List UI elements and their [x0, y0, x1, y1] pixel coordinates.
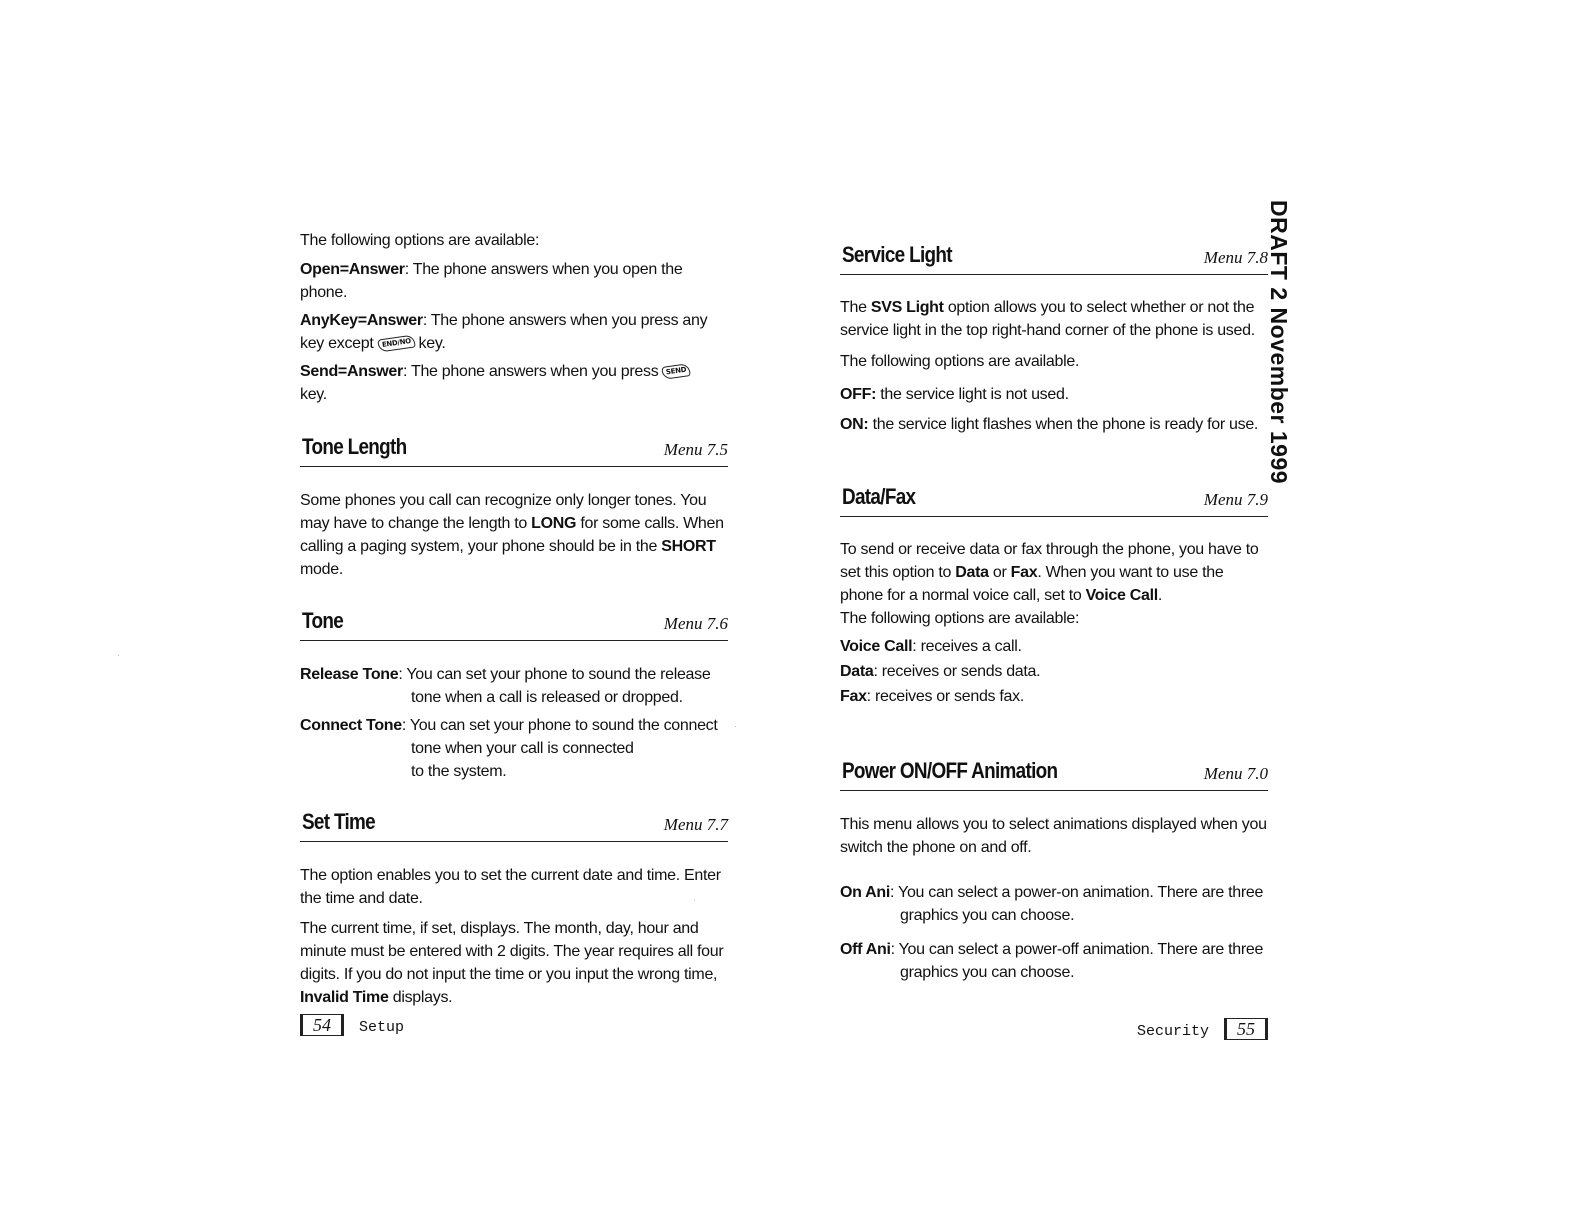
item-term: On Ani	[840, 884, 891, 901]
body-text: for some calls. When calling a paging system, your phone should be in the	[300, 515, 724, 555]
page-number: 54	[300, 1014, 344, 1036]
scan-speck	[694, 900, 695, 901]
section-title: Set Time	[302, 809, 376, 834]
item-continuation: graphics you can choose.	[900, 964, 1075, 981]
item-term: Data	[840, 663, 874, 680]
scan-speck	[735, 726, 736, 727]
body-text: Some phones you call can recognize only longer tones. You may have to change the length to	[300, 492, 707, 532]
draft-watermark	[1252, 200, 1292, 500]
section-header-service-light	[840, 240, 1268, 275]
menu-number: Menu 7.0	[1203, 764, 1268, 783]
body-text: displays.	[388, 989, 453, 1006]
option-text: : The phone answers when you press any key except	[300, 312, 708, 352]
service-light-on	[840, 413, 1268, 436]
scan-speck	[118, 655, 119, 656]
body-text: .	[1157, 587, 1163, 604]
left-page	[300, 0, 728, 1212]
option-anykey-answer	[300, 309, 728, 355]
section-header-set-time	[300, 807, 728, 842]
item-text: : You can select a power-on animation. There are three	[890, 884, 1264, 901]
option-term: AnyKey=Answer	[300, 312, 423, 329]
body-bold: Fax	[1010, 564, 1038, 581]
option-text: : The phone answers when you press	[402, 363, 659, 380]
body-text: or	[988, 564, 1011, 581]
item-text: the service light is not used.	[876, 386, 1069, 403]
data-fax-data-option	[840, 660, 1268, 683]
page-number: 55	[1224, 1018, 1268, 1040]
end-key-icon: END/NO	[377, 335, 415, 353]
body-bold: Invalid Time	[300, 989, 389, 1006]
data-fax-body	[840, 538, 1268, 630]
item-text: : receives or sends fax.	[866, 688, 1024, 705]
body-bold: Data	[955, 564, 989, 581]
options-intro: The following options are available:	[300, 232, 540, 249]
section-title: Tone Length	[302, 434, 407, 459]
option-send-answer	[300, 360, 728, 406]
item-text: the service light flashes when the phone is ready for use.	[868, 416, 1259, 433]
item-term: Release Tone	[300, 666, 399, 683]
body-text: mode.	[300, 561, 343, 578]
power-animation-body: This menu allows you to select animations displayed when you switch the phone on and off.	[840, 816, 1267, 856]
body-text: . When you want to use the phone for a normal voice call, set to	[840, 564, 1224, 604]
item-text: : receives or sends data.	[873, 663, 1041, 680]
item-text: : You can select a power-off animation. There are three	[890, 941, 1264, 958]
power-on-ani-item	[840, 881, 1268, 927]
section-title: Tone	[302, 608, 344, 633]
section-title: Service Light	[842, 242, 952, 267]
service-light-body	[840, 296, 1268, 342]
body-text: option allows you to select whether or not the service light in the top right-hand corner of the phone is used.	[840, 299, 1255, 339]
menu-number: Menu 7.7	[663, 815, 728, 834]
body-text: To send or receive data or fax through the phone, you have to set this option to	[840, 541, 1259, 581]
right-footer	[1137, 1018, 1268, 1040]
data-fax-fax-option	[840, 685, 1268, 708]
section-header-tone	[300, 606, 728, 641]
item-text: : receives a call.	[912, 638, 1022, 655]
body-bold: SHORT	[661, 538, 716, 555]
tone-connect-item	[300, 714, 728, 783]
item-term: ON:	[840, 416, 869, 433]
item-text: : You can set your phone to sound the release	[398, 666, 711, 683]
menu-number: Menu 7.8	[1203, 248, 1268, 267]
menu-number: Menu 7.9	[1203, 490, 1268, 509]
item-continuation: tone when a call is released or dropped.	[411, 689, 683, 706]
footer-label: Setup	[359, 1019, 405, 1036]
item-term: Off Ani	[840, 941, 891, 958]
body-bold: Voice Call	[1085, 587, 1158, 604]
section-header-power-animation	[840, 756, 1268, 791]
section-header-data-fax	[840, 482, 1268, 517]
set-time-para1: The option enables you to set the current date and time. Enter the time and date.	[300, 867, 721, 907]
item-continuation: tone when your call is connected to the system.	[411, 740, 634, 780]
option-text: key.	[300, 386, 327, 403]
section-header-tone-length	[300, 432, 728, 467]
body-text: The current time, if set, displays. The month, day, hour and minute must be entered with 2 digits. The year requires all four digits. If you do not input the time or you input the wrong time,	[300, 920, 724, 983]
draft-watermark-text: DRAFT 2 November 1999	[1266, 200, 1292, 485]
right-page	[840, 0, 1268, 1212]
option-open-answer	[300, 258, 728, 304]
menu-number: Menu 7.6	[663, 614, 728, 633]
data-fax-voice-option	[840, 635, 1268, 658]
body-text: The	[840, 299, 871, 316]
section-title: Power ON/OFF Animation	[842, 758, 1058, 783]
body-bold: SVS Light	[870, 299, 944, 316]
option-term: Open=Answer	[300, 261, 405, 278]
power-off-ani-item	[840, 938, 1268, 984]
options-intro: The following options are available:	[840, 610, 1080, 627]
item-continuation: graphics you can choose.	[900, 907, 1075, 924]
option-term: Send=Answer	[300, 363, 403, 380]
item-term: Voice Call	[840, 638, 913, 655]
tone-length-body	[300, 489, 728, 581]
service-light-off	[840, 383, 1268, 406]
item-term: OFF:	[840, 386, 877, 403]
section-title: Data/Fax	[842, 484, 916, 509]
left-footer	[300, 1014, 404, 1036]
option-text: key.	[418, 335, 446, 352]
send-key-icon: SEND	[662, 363, 692, 380]
option-text: : The phone answers when you open the phone.	[300, 261, 683, 301]
footer-label: Security	[1136, 1023, 1209, 1040]
body-bold: LONG	[531, 515, 577, 532]
menu-number: Menu 7.5	[663, 440, 728, 459]
item-text: : You can set your phone to sound the connect	[401, 717, 718, 734]
tone-release-item	[300, 663, 728, 709]
item-term: Connect Tone	[300, 717, 402, 734]
service-light-options-intro: The following options are available.	[840, 353, 1080, 370]
set-time-para2	[300, 917, 728, 1009]
item-term: Fax	[840, 688, 867, 705]
